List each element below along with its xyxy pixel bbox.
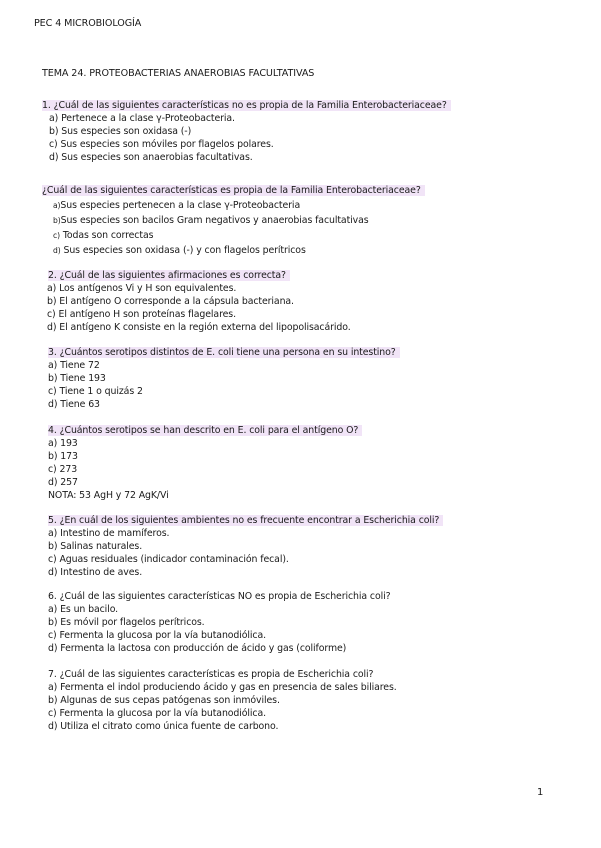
question-text: 3. ¿Cuántos serotipos distintos de E. coli tiene una persona en su intestino? — [48, 347, 400, 358]
question-text: 4. ¿Cuántos serotipos se han descrito en E. coli para el antígeno O? — [48, 425, 362, 436]
option-d: d) Sus especies son anaerobias facultativas. — [49, 152, 253, 163]
option-a: a) Pertenece a la clase γ-Proteobacteria. — [49, 113, 235, 124]
option-c: c) Todas son correctas — [53, 230, 154, 241]
option-c: c) Sus especies son móviles por flagelos polares. — [49, 139, 274, 150]
question-text: ¿Cuál de las siguientes características es propia de la Familia Enterobacteriaceae? — [42, 185, 425, 196]
page-number: 1 — [537, 787, 544, 798]
question-block-4 — [48, 424, 362, 502]
option-b: b) El antígeno O corresponde a la cápsula bacteriana. — [47, 296, 294, 307]
option-d: d) 257 — [48, 477, 78, 488]
option-a: a) Tiene 72 — [48, 360, 100, 371]
option-c: c) Tiene 1 o quizás 2 — [48, 386, 143, 397]
option-c: c) Aguas residuales (indicador contaminación fecal). — [48, 554, 289, 565]
option-d: d) Tiene 63 — [48, 399, 100, 410]
option-a: a) Es un bacilo. — [48, 604, 119, 615]
option-b: b) Sus especies son oxidasa (-) — [49, 126, 192, 137]
option-a: a)Sus especies pertenecen a la clase γ-Proteobacteria — [53, 200, 301, 211]
question-text: 7. ¿Cuál de las siguientes características es propia de Escherichia coli? — [48, 669, 374, 680]
option-a: a) Los antígenos Vi y H son equivalentes. — [47, 283, 237, 294]
question-text: 6. ¿Cuál de las siguientes características NO es propia de Escherichia coli? — [48, 591, 391, 602]
question-text: 5. ¿En cuál de los siguientes ambientes no es frecuente encontrar a Escherichia coli? — [48, 515, 443, 526]
question-block-1 — [42, 99, 451, 164]
option-b: b)Sus especies son bacilos Gram negativos y anaerobias facultativas — [53, 215, 369, 226]
question-block-5 — [48, 514, 443, 579]
option-b: b) Algunas de sus cepas patógenas son inmóviles. — [48, 695, 280, 706]
option-c: c) Fermenta la glucosa por la vía butanodiólica. — [48, 630, 266, 641]
question-text: 1. ¿Cuál de las siguientes características no es propia de la Familia Enterobacteriaceae? — [42, 100, 451, 111]
option-a: a) 193 — [48, 438, 78, 449]
option-b: b) Es móvil por flagelos perítricos. — [48, 617, 205, 628]
question-block-7 — [48, 668, 397, 733]
option-b: b) Salinas naturales. — [48, 541, 143, 552]
option-b: b) 173 — [48, 451, 78, 462]
option-a: a) Intestino de mamíferos. — [48, 528, 170, 539]
option-c: c) El antígeno H son proteínas flagelares. — [47, 309, 236, 320]
document-header: PEC 4 MICROBIOLOGÍA — [34, 18, 142, 29]
option-c: c) 273 — [48, 464, 78, 475]
option-d: d) Utiliza el citrato como única fuente de carbono. — [48, 721, 279, 732]
question-text: 2. ¿Cuál de las siguientes afirmaciones es correcta? — [48, 270, 290, 281]
option-d: d) Intestino de aves. — [48, 567, 143, 578]
option-a: a) Fermenta el indol produciendo ácido y gas en presencia de sales biliares. — [48, 682, 397, 693]
question-block-3 — [48, 346, 400, 411]
question-block-6 — [48, 590, 390, 655]
question-block-1b — [42, 184, 425, 260]
question-block-2 — [48, 269, 351, 334]
topic-title: TEMA 24. PROTEOBACTERIAS ANAEROBIAS FACULTATIVAS — [42, 68, 315, 79]
option-d: d) Fermenta la lactosa con producción de ácido y gas (coliforme) — [48, 643, 347, 654]
answer-note: NOTA: 53 AgH y 72 AgK/Vi — [48, 490, 169, 501]
option-b: b) Tiene 193 — [48, 373, 106, 384]
option-d: d) Sus especies son oxidasa (-) y con flagelos perítricos — [53, 245, 306, 256]
option-c: c) Fermenta la glucosa por la vía butanodiólica. — [48, 708, 266, 719]
option-d: d) El antígeno K consiste en la región externa del lipopolisacárido. — [47, 322, 351, 333]
